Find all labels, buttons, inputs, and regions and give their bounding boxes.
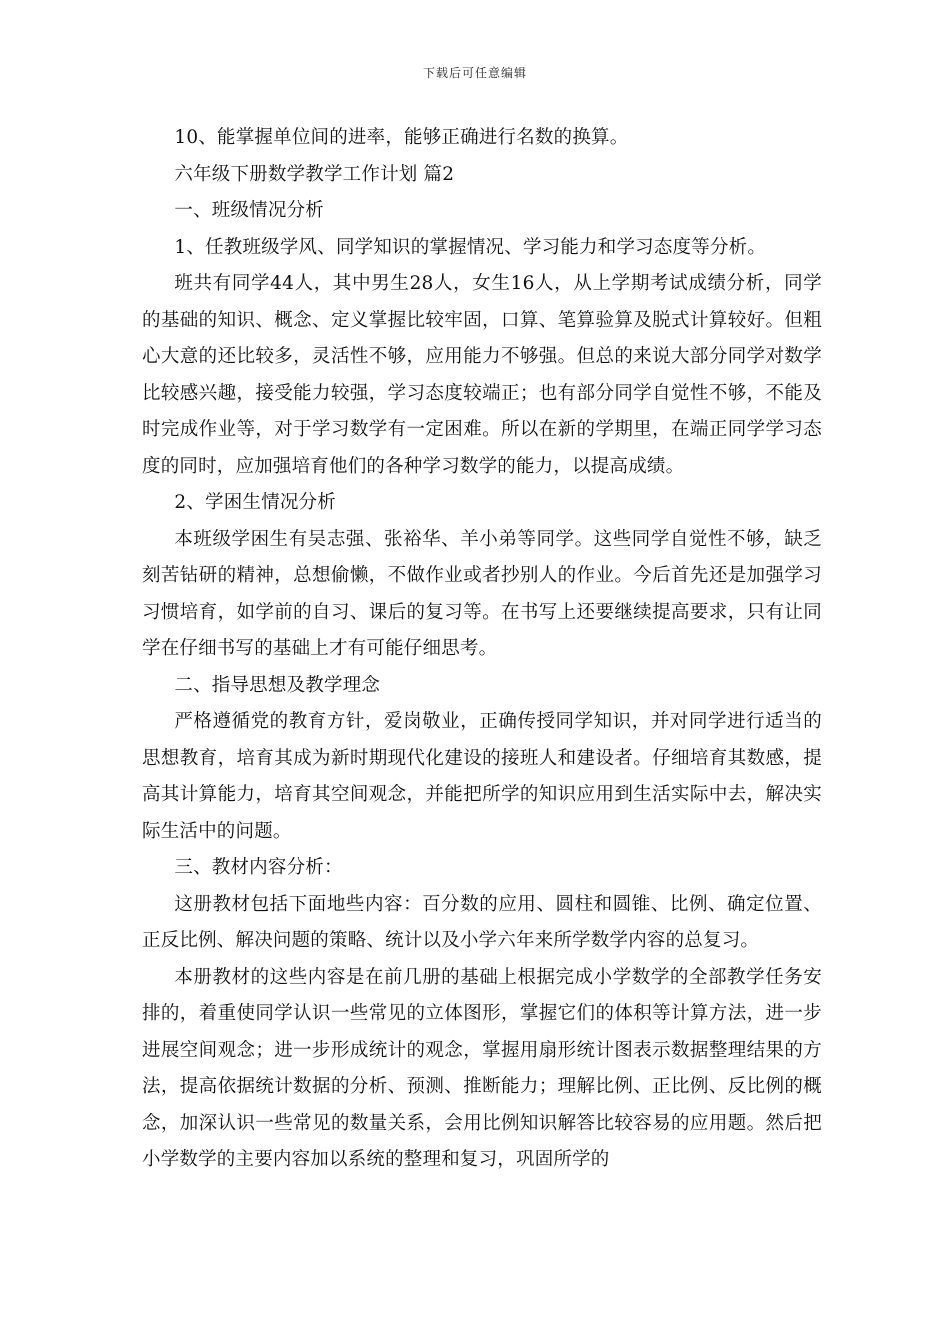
paragraph-textbook-goals: 本册教材的这些内容是在前几册的基础上根据完成小学数学的全部教学任务安排的，着重使同学认识一些常见的立体图形，掌握它们的体积等计算方法，进一步进展空间观念；进一步形成统计的观念，掌握用扇形统计图表示数据整理结果的方法，提高依据统计数据的分析、预测、推断能力；理解比例、正比例、反比例的概念，加深认识一些常见的数量关系，会用比例知识解答比较容易的应用题。然后把小学数学的主要内容加以系统的整理和复习，巩固所学的 — [142, 966, 822, 1170]
heading-textbook-analysis: 三、教材内容分析： — [174, 857, 343, 878]
document-body — [142, 120, 822, 1179]
page-header: 下载后可任意编辑 — [422, 66, 527, 80]
subheading-struggling-students: 2、学困生情况分析 — [174, 492, 336, 513]
section-title: 六年级下册数学教学工作计划 篇2 — [174, 163, 455, 185]
paragraph-class-overview: 班共有同学44人，其中男生28人，女生16人，从上学期考试成绩分析，同学的基础的知识、概念、定义掌握比较牢固，口算、笔算验算及脱式计算较好。但粗心大意的还比较多，灵活性不够，应用能力不够强。但总的来说大部分同学对数学比较感兴趣，接受能力较强，学习态度较端正；也有部分同学自觉性不够，不能及时完成作业等，对于学习数学有一定困难。所以在新的学期里，在端正同学学习态度的同时，应加强培育他们的各种学习数学的能力，以提高成绩。 — [142, 273, 822, 477]
heading-guiding-ideas: 二、指导思想及教学理念 — [174, 674, 381, 696]
paragraph-textbook-contents: 这册教材包括下面地些内容：百分数的应用、圆柱和圆锥、比例、确定位置、正反比例、解决问题的策略、统计以及小学六年来所学数学内容的总复习。 — [142, 893, 822, 951]
subheading-class-style: 1、任教班级学风、同学知识的掌握情况、学习能力和学习态度等分析。 — [174, 236, 767, 258]
paragraph-struggling-students: 本班级学困生有吴志强、张裕华、羊小弟等同学。这些同学自觉性不够，缺乏刻苦钻研的精神，总想偷懒，不做作业或者抄别人的作业。今后首先还是加强学习习惯培育，如学前的自习、课后的复习等。在书写上还要继续提高要求，只有让同学在仔细书写的基础上才有可能仔细思考。 — [142, 528, 822, 659]
paragraph-guiding-ideas: 严格遵循党的教育方针，爱岗敬业，正确传授同学知识，并对同学进行适当的思想教育，培育其成为新时期现代化建设的接班人和建设者。仔细培育其数感，提高其计算能力，培育其空间观念，并能把所学的知识应用到生活实际中去，解决实际生活中的问题。 — [142, 711, 822, 842]
heading-class-analysis: 一、班级情况分析 — [174, 200, 324, 221]
paragraph-item-10: 10、能掌握单位间的进率，能够正确进行名数的换算。 — [174, 127, 629, 148]
